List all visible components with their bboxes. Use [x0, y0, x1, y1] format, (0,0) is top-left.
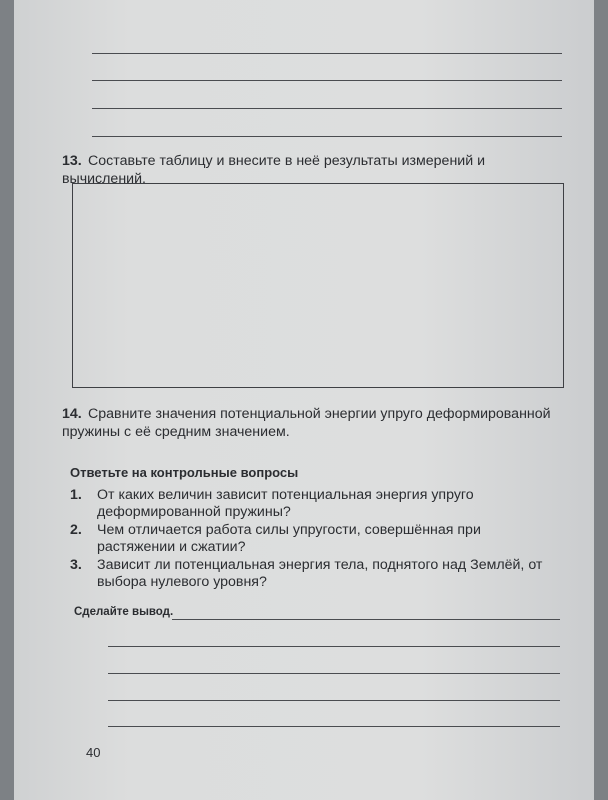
- question-number: 2.: [70, 522, 82, 538]
- conclusion-line[interactable]: [108, 673, 560, 674]
- page-number: 40: [86, 745, 101, 760]
- answer-line: [92, 53, 562, 54]
- question-number: 3.: [70, 557, 82, 573]
- conclusion-line[interactable]: [108, 646, 560, 647]
- task-text: Составьте таблицу и внесите в неё результаты измерений и вычислений.: [62, 153, 486, 187]
- task-number: 13.: [62, 153, 82, 169]
- conclusion-line[interactable]: [108, 726, 560, 727]
- conclusion-line[interactable]: [172, 619, 560, 620]
- control-question: [70, 557, 560, 591]
- answer-line: [92, 80, 562, 81]
- conclusion-line[interactable]: [108, 700, 560, 701]
- question-text: Чем отличается работа силы упругости, совершённая при растяжении и сжатии?: [97, 522, 481, 555]
- results-table-box[interactable]: [72, 183, 564, 388]
- conclusion-label: Сделайте вывод.: [74, 606, 174, 618]
- workbook-page: [14, 0, 594, 800]
- answer-line: [92, 108, 562, 109]
- task-number: 14.: [62, 406, 82, 422]
- answer-line: [92, 136, 562, 137]
- question-text: Зависит ли потенциальная энергия тела, поднятого над Землёй, от выбора нулевого уровня?: [97, 557, 543, 590]
- control-question: [70, 487, 560, 521]
- control-questions-heading: Ответьте на контрольные вопросы: [70, 465, 299, 480]
- question-number: 1.: [70, 487, 82, 503]
- question-text: От каких величин зависит потенциальная энергия упруго деформированной пружины?: [97, 487, 474, 520]
- task-text: Сравните значения потенциальной энергии упруго деформированной пружины с её средним значением.: [62, 406, 551, 440]
- task-14: [62, 405, 562, 441]
- control-question: [70, 522, 560, 556]
